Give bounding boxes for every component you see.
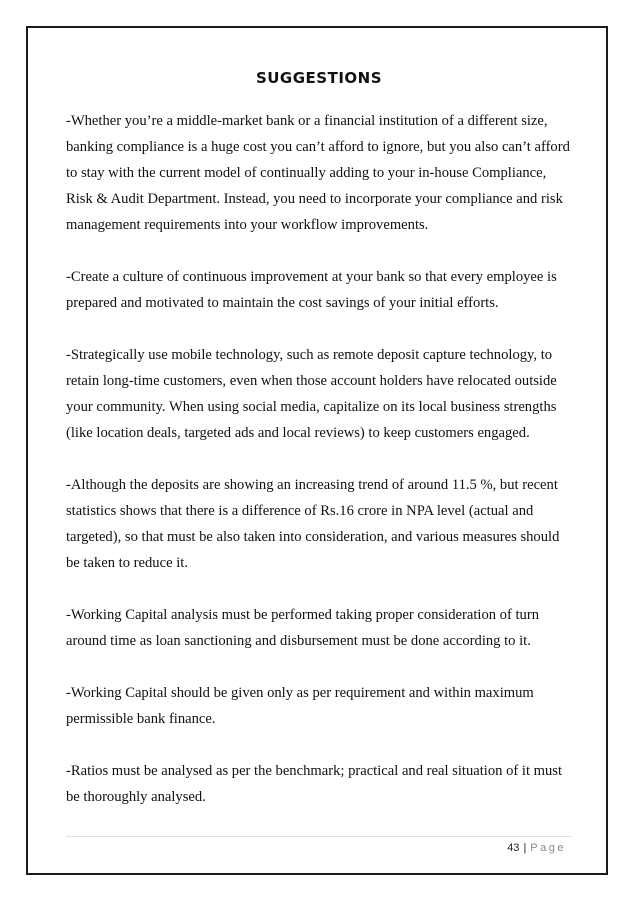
footer-separator: | bbox=[523, 842, 527, 854]
section-heading: SUGGESTIONS bbox=[255, 69, 383, 87]
paragraph-working-capital-requirement: -Working Capital should be given only as per requirement and within maximum permissible bank finance. bbox=[66, 685, 534, 727]
paragraph-working-capital-analysis: -Working Capital analysis must be performed taking proper consideration of turn around time as loan sanctioning and disbursement must be done according to it. bbox=[66, 607, 539, 649]
paragraph-ratios: -Ratios must be analysed as per the benchmark; practical and real situation of it must be thoroughly analysed. bbox=[66, 763, 563, 805]
footer-rule bbox=[66, 836, 572, 837]
page-number: 43 bbox=[507, 842, 520, 854]
paragraph-compliance: -Whether you’re a middle-market bank or a financial institution of a different size, banking compliance is a huge cost you can’t afford to ignore, but you also can’t afford to stay with the current model of continually adding to your in-house Compliance, Risk & Audit Department. Instead, you need to incorporate your compliance and risk management requirements into your workflow improvements. bbox=[66, 113, 570, 233]
paragraph-mobile-technology: -Strategically use mobile technology, such as remote deposit capture technology, to retain long-time customers, even when those account holders have relocated outside your community. When using social media, capitalize on its local business strengths (like location deals, targeted ads and local reviews) to keep customers engaged. bbox=[66, 347, 557, 441]
page-label: Page bbox=[530, 842, 566, 854]
paragraph-deposits-npa: -Although the deposits are showing an increasing trend of around 11.5 %, but recent statistics shows that there is a difference of Rs.16 crore in NPA level (actual and targeted), so that must be also taken into consideration, and various measures should be taken to reduce it. bbox=[66, 477, 560, 571]
page-footer bbox=[0, 842, 566, 854]
body-text bbox=[66, 108, 576, 836]
paragraph-continuous-improvement: -Create a culture of continuous improvement at your bank so that every employee is prepared and motivated to maintain the cost savings of your initial efforts. bbox=[66, 269, 557, 311]
